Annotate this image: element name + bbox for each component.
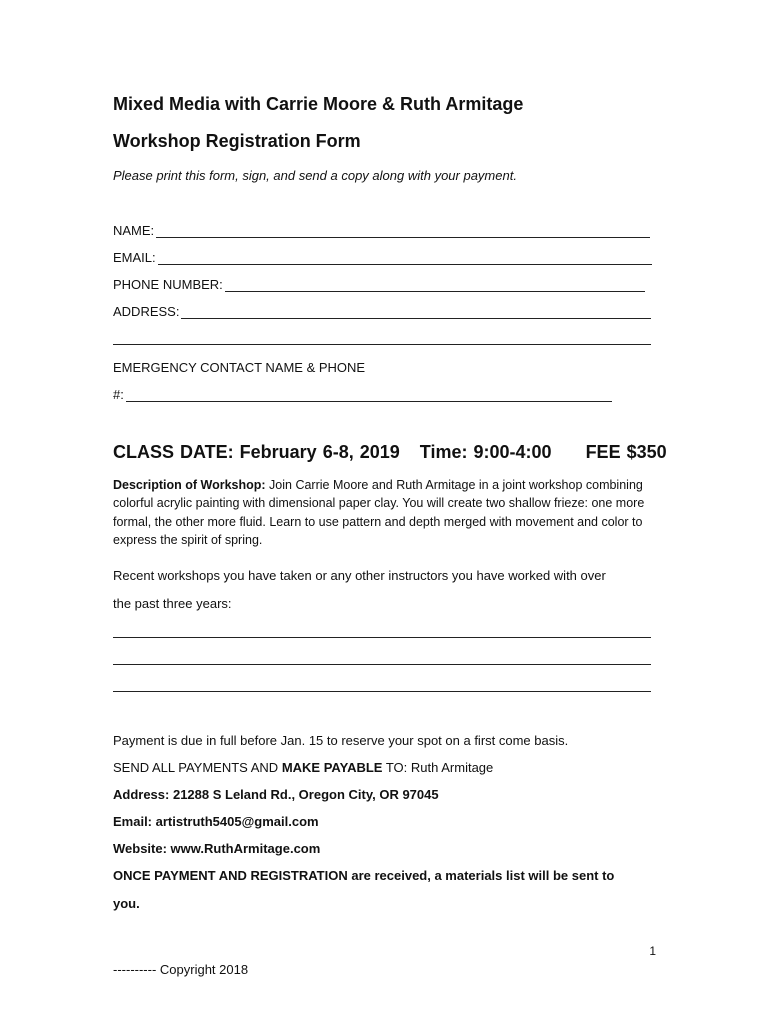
materials-note-line-1: ONCE PAYMENT AND REGISTRATION are received, a materials list will be sent to — [113, 868, 615, 883]
mailing-address: Address: 21288 S Leland Rd., Oregon City, OR 97045 — [113, 787, 439, 802]
materials-note-line-2: you. — [113, 896, 140, 911]
payment-payable-line — [113, 760, 493, 775]
page-number: 1 — [649, 944, 656, 958]
payable-suffix: TO: Ruth Armitage — [382, 760, 494, 775]
address-input-line-2[interactable] — [113, 344, 651, 345]
phone-input-line[interactable] — [225, 279, 645, 292]
class-fee: FEE $350 — [585, 442, 667, 462]
address-field — [113, 304, 651, 319]
emergency-contact-label: EMERGENCY CONTACT NAME & PHONE — [113, 360, 366, 375]
emergency-contact-input-line[interactable] — [126, 389, 612, 402]
recent-workshops-answer-line[interactable] — [113, 691, 651, 692]
workshop-description — [113, 476, 653, 549]
class-time: Time: 9:00-4:00 — [419, 442, 552, 462]
address-input-line[interactable] — [181, 306, 651, 319]
name-label: NAME: — [113, 223, 155, 238]
emergency-contact-hash: #: — [113, 387, 124, 402]
address-label: ADDRESS: — [113, 304, 180, 319]
class-info-line — [113, 442, 667, 463]
recent-workshops-answer-line[interactable] — [113, 664, 651, 665]
contact-email: Email: artistruth5405@gmail.com — [113, 814, 319, 829]
page-title: Mixed Media with Carrie Moore & Ruth Armitage — [113, 94, 524, 114]
recent-workshops-line-2: the past three years: — [113, 596, 232, 611]
email-label: EMAIL: — [113, 250, 156, 265]
description-text: Join Carrie Moore and Ruth Armitage in a joint workshop combining colorful acrylic painting with dimensional paper clay. You will create two shallow frieze: one more formal, the other more fluid. Learn to use pattern and depth merged with movement and color to express the spirit of spring. — [113, 478, 645, 547]
emergency-contact-field — [113, 387, 612, 402]
copyright-text: ---------- Copyright 2018 — [113, 962, 249, 977]
class-date: CLASS DATE: February 6-8, 2019 — [113, 442, 400, 462]
form-subtitle: Workshop Registration Form — [113, 131, 361, 151]
phone-field — [113, 277, 645, 292]
recent-workshops-line-1: Recent workshops you have taken or any other instructors you have worked with over — [113, 568, 606, 583]
payable-bold: MAKE PAYABLE — [281, 760, 383, 775]
name-input-line[interactable] — [156, 225, 650, 238]
email-field — [113, 250, 652, 265]
recent-workshops-answer-line[interactable] — [113, 637, 651, 638]
payment-due-text: Payment is due in full before Jan. 15 to reserve your spot on a first come basis. — [113, 733, 569, 748]
name-field — [113, 223, 650, 238]
contact-website: Website: www.RuthArmitage.com — [113, 841, 321, 856]
phone-label: PHONE NUMBER: — [113, 277, 223, 292]
email-input-line[interactable] — [158, 252, 652, 265]
payable-prefix: SEND ALL PAYMENTS AND — [113, 760, 282, 775]
description-label: Description of Workshop: — [113, 478, 266, 492]
instruction-text: Please print this form, sign, and send a copy along with your payment. — [113, 168, 517, 183]
